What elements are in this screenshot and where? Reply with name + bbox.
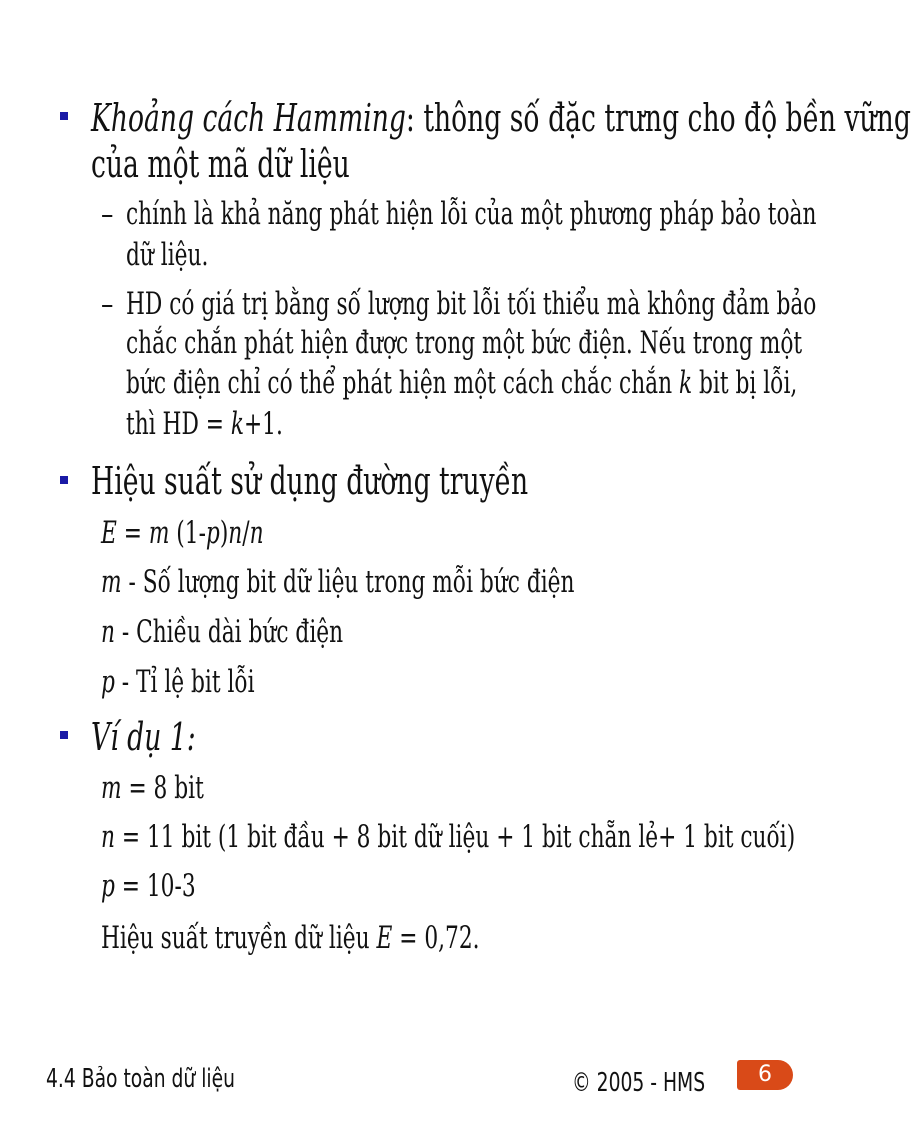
example-result: Hiệu suất truyền dữ liệu E = 0,72. (101, 920, 480, 956)
sub2-line4: thì HD = k+1. (126, 406, 283, 442)
bullet-square-icon (60, 112, 68, 120)
bullet1-line1: Khoảng cách Hamming: thông số đặc trưng cho độ bền vững (91, 96, 911, 140)
bullet-square-icon (60, 476, 68, 484)
sub2-line2: chắc chắn phát hiện được trong một bức điện. Nếu trong một (126, 325, 803, 361)
bullet2-title: Hiệu suất sử dụng đường truyền (91, 459, 529, 503)
sub1-line2: dữ liệu. (126, 237, 209, 273)
def-m: m - Số lượng bit dữ liệu trong mỗi bức điện (101, 564, 575, 600)
footer-copyright: © 2005 - HMS (572, 1068, 706, 1098)
bullet3-title: Ví dụ 1: (91, 715, 196, 759)
def-n: n - Chiều dài bức điện (101, 614, 344, 650)
sub1-line1: chính là khả năng phát hiện lỗi của một phương pháp bảo toàn (126, 196, 817, 232)
def-p: p - Tỉ lệ bit lỗi (101, 664, 255, 700)
footer-section-title: 4.4 Bảo toàn dữ liệu (46, 1064, 236, 1094)
dash-icon: – (101, 286, 114, 322)
sub2-line3: bức điện chỉ có thể phát hiện một cách chắc chắn k bit bị lỗi, (126, 365, 798, 401)
example-n: n = 11 bit (1 bit đầu + 8 bit dữ liệu + 1 bit chẵn lẻ+ 1 bit cuối) (101, 819, 796, 855)
page-number: 6 (758, 1062, 772, 1087)
dash-icon: – (101, 196, 114, 232)
bullet1-line2: của một mã dữ liệu (91, 142, 350, 186)
example-m: m = 8 bit (101, 770, 204, 806)
formula-efficiency: E = m (1-p)n/n (101, 515, 264, 551)
sub2-line1: HD có giá trị bằng số lượng bit lỗi tối thiểu mà không đảm bảo (126, 286, 817, 322)
bullet-square-icon (60, 731, 68, 739)
term-hamming: Khoảng cách Hamming (91, 96, 406, 140)
example-p: p = 10-3 (101, 868, 196, 904)
page-number-badge (737, 1060, 793, 1090)
